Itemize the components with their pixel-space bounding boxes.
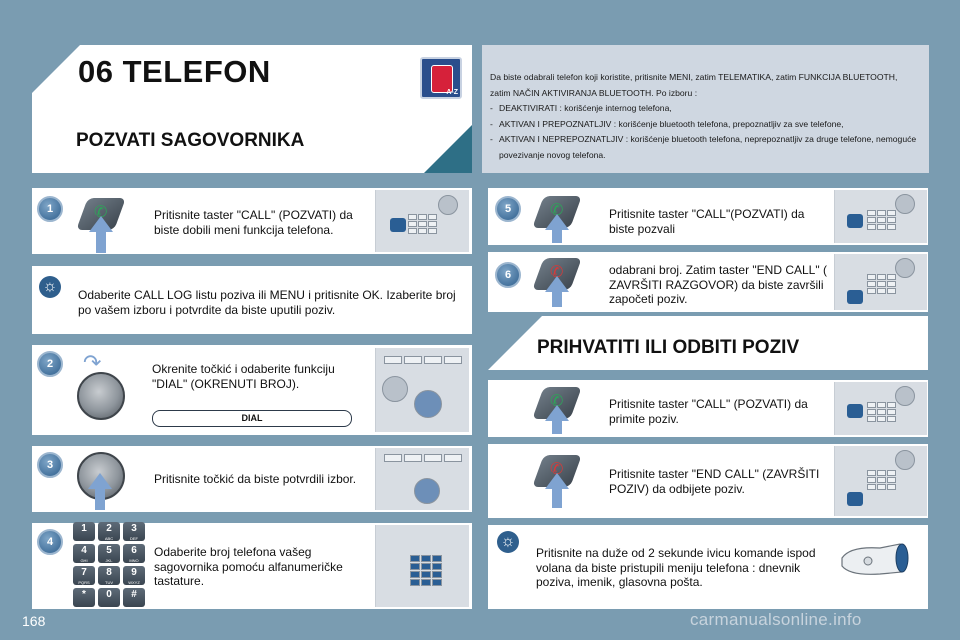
watermark: carmanualsonline.info: [690, 610, 862, 629]
keypad-key: [123, 588, 145, 607]
step-1-text: Pritisnite taster "CALL" (POZVATI) da biste dobili meni funkcija telefona.: [154, 208, 353, 237]
keypad-digit: 9: [131, 567, 137, 578]
keypad-letters: MNO: [129, 558, 139, 563]
keypad-digit: 1: [81, 523, 87, 534]
chapter-number: 06: [78, 54, 114, 89]
arrow-up-icon: [545, 214, 569, 230]
console-keypad: [410, 555, 442, 586]
keypad-key: [98, 588, 120, 607]
keypad-digit: 3: [131, 523, 137, 534]
sun-icon: ☼: [39, 276, 61, 298]
keypad-key: [98, 566, 120, 585]
step-3-text: Pritisnite točkić da biste potvrdili izbor.: [154, 472, 357, 486]
keypad-key: [98, 544, 120, 563]
intro-item: - AKTIVAN I NEPREPOZNATLJIV : korišćenje bluetooth telefona, neprepoznatljiv za druge telefone, nemoguće povezivanje novog telefona.: [490, 132, 920, 163]
keypad-digit: 4: [81, 545, 87, 556]
console-knob: [895, 386, 915, 406]
console-highlighted-key: [847, 214, 863, 228]
arrow-up-icon: [545, 405, 569, 421]
console-highlighted-key: [390, 218, 406, 232]
tip-2-text: Pritisnite na duže od 2 sekunde ivicu komande ispod volana da biste pristupili meniju telefona : dnevnik poziva, imenik, glasovna pošta.: [536, 546, 816, 589]
keypad-digit: *: [82, 589, 86, 600]
keypad-letters: PQRS: [78, 580, 90, 585]
green-handset-icon: ✆: [550, 202, 564, 219]
intro-list: [490, 101, 920, 163]
page-number: 168: [22, 613, 46, 629]
step-number-badge: 6: [495, 262, 521, 288]
arrow-up-icon: [545, 473, 569, 489]
corner-cut: [32, 45, 80, 93]
radio-console-illustration: [834, 190, 927, 243]
arrow-stem: [95, 488, 105, 510]
console-highlighted-key: [847, 492, 863, 506]
console-button: [444, 454, 462, 462]
step-number-badge: 5: [495, 196, 521, 222]
keypad-key: [123, 544, 145, 563]
console-highlighted-key: [847, 290, 863, 304]
arrow-stem: [552, 291, 562, 307]
keypad-digit: 5: [106, 545, 112, 556]
arrow-up-icon: [545, 276, 569, 292]
keypad-digit: 7: [81, 567, 87, 578]
keypad-key: [73, 522, 95, 541]
green-handset-icon: ✆: [550, 393, 564, 410]
intro-paragraph: Da biste odabrali telefon koji koristite, pritisnite MENI, zatim TELEMATIKA, zatim FUNKCIJA BLUETOOTH, zatim NAČIN AKTIVIRANJA BLUETOOTH. Po izboru :: [490, 72, 898, 98]
keypad-letters: DEF: [130, 536, 138, 541]
intro-item: - AKTIVAN I PREPOZNATLJIV : korišćenje bluetooth telefona, prepoznatljiv za sve telefone,: [490, 117, 920, 133]
console-keypad: [867, 274, 896, 294]
rotate-arrow-icon: ↷: [83, 350, 102, 375]
console-keypad: [867, 402, 896, 422]
step-2-text: Okrenite točkić i odaberite funkciju "DIAL" (OKRENUTI BROJ).: [152, 362, 335, 391]
keypad-key: [123, 566, 145, 585]
keypad-key: [98, 522, 120, 541]
sun-icon: ☼: [497, 531, 519, 553]
arrow-stem: [552, 229, 562, 243]
chapter-name: TELEFON: [122, 54, 271, 89]
intro-item: - DEAKTIVIRATI : korišćenje internog telefona,: [490, 101, 920, 117]
keypad-digit: 0: [106, 589, 112, 600]
red-handset-icon: ✆: [550, 264, 564, 281]
step-number-badge: 3: [37, 452, 63, 478]
console-knob: [895, 450, 915, 470]
arrow-stem: [552, 420, 562, 434]
az-mark: A-Z: [446, 89, 458, 96]
intro-text-block: [490, 70, 920, 164]
console-button: [444, 356, 462, 364]
radio-console-illustration: [375, 525, 469, 607]
radio-console-illustration: [375, 348, 469, 432]
step-6-text: odabrani broj. Zatim taster "END CALL" ( ZAVRŠITI RAZGOVOR) da biste završili započeti poziv.: [609, 263, 827, 306]
console-knob: [895, 194, 915, 214]
console-button: [404, 356, 422, 364]
step-number-badge: 2: [37, 351, 63, 377]
console-button: [384, 356, 402, 364]
keypad-key: [73, 566, 95, 585]
console-knob: [382, 376, 408, 402]
keypad-key: [73, 588, 95, 607]
section-title-answer: PRIHVATITI ILI ODBITI POZIV: [537, 337, 800, 358]
keypad-letters: WXYZ: [128, 580, 140, 585]
console-knob: [414, 390, 442, 418]
keypad-letters: TUV: [105, 580, 113, 585]
console-keypad: [408, 214, 437, 234]
rotary-knob-icon: [77, 372, 125, 420]
accept-text: Pritisnite taster "CALL" (POZVATI) da primite poziv.: [609, 397, 808, 426]
corner-accent: [424, 125, 472, 173]
green-handset-icon: ✆: [94, 204, 108, 221]
step-number-badge: 4: [37, 529, 63, 555]
console-keypad: [867, 210, 896, 230]
keypad-digit: 2: [106, 523, 112, 534]
keypad-key: [73, 544, 95, 563]
console-knob: [438, 195, 458, 215]
keypad-letters: JKL: [105, 558, 113, 563]
arrow-up-icon: [88, 473, 112, 489]
keypad-key: [123, 522, 145, 541]
console-knob: [414, 478, 440, 504]
console-keypad: [867, 470, 896, 490]
console-button: [384, 454, 402, 462]
keypad-letters: ABC: [104, 536, 114, 541]
keypad-digit: 6: [131, 545, 137, 556]
keypad-digit: 8: [106, 567, 112, 578]
step-5-text: Pritisnite taster "CALL"(POZVATI) da biste pozvali: [609, 207, 805, 236]
console-knob: [895, 258, 915, 278]
reject-text: Pritisnite taster "END CALL" (ZAVRŠITI POZIV) da odbijete poziv.: [609, 467, 820, 496]
radio-console-illustration: [834, 254, 927, 310]
console-button: [424, 356, 442, 364]
step-number-badge: 1: [37, 196, 63, 222]
radio-console-illustration: [375, 448, 469, 510]
chapter-title: [78, 54, 271, 90]
arrow-stem: [552, 488, 562, 508]
radio-console-illustration: [375, 190, 469, 252]
keypad-letters: GHI: [80, 558, 88, 563]
arrow-stem: [96, 231, 106, 253]
section-title-call: POZVATI SAGOVORNIKA: [76, 130, 305, 151]
console-highlighted-key: [847, 404, 863, 418]
radio-console-illustration: [834, 446, 927, 516]
console-button: [404, 454, 422, 462]
corner-cut: [488, 316, 542, 370]
alphanumeric-keypad: [73, 522, 145, 606]
console-button: [424, 454, 442, 462]
step-4-text: Odaberite broj telefona vašeg sagovornika pomoću alfanumeričke tastature.: [154, 545, 343, 588]
steering-stalk-icon: [840, 538, 910, 586]
arrow-up-icon: [89, 216, 113, 232]
tip-1-text: Odaberite CALL LOG listu poziva ili MENU i pritisnite OK. Izaberite broj po vašem izboru i potvrdite da biste uputili poziv.: [78, 288, 456, 317]
radio-console-illustration: [834, 382, 927, 435]
red-handset-icon: ✆: [550, 461, 564, 478]
dial-menu-label: DIAL: [152, 410, 352, 427]
keypad-digit: #: [131, 589, 137, 600]
phone-book-icon: [420, 57, 462, 99]
